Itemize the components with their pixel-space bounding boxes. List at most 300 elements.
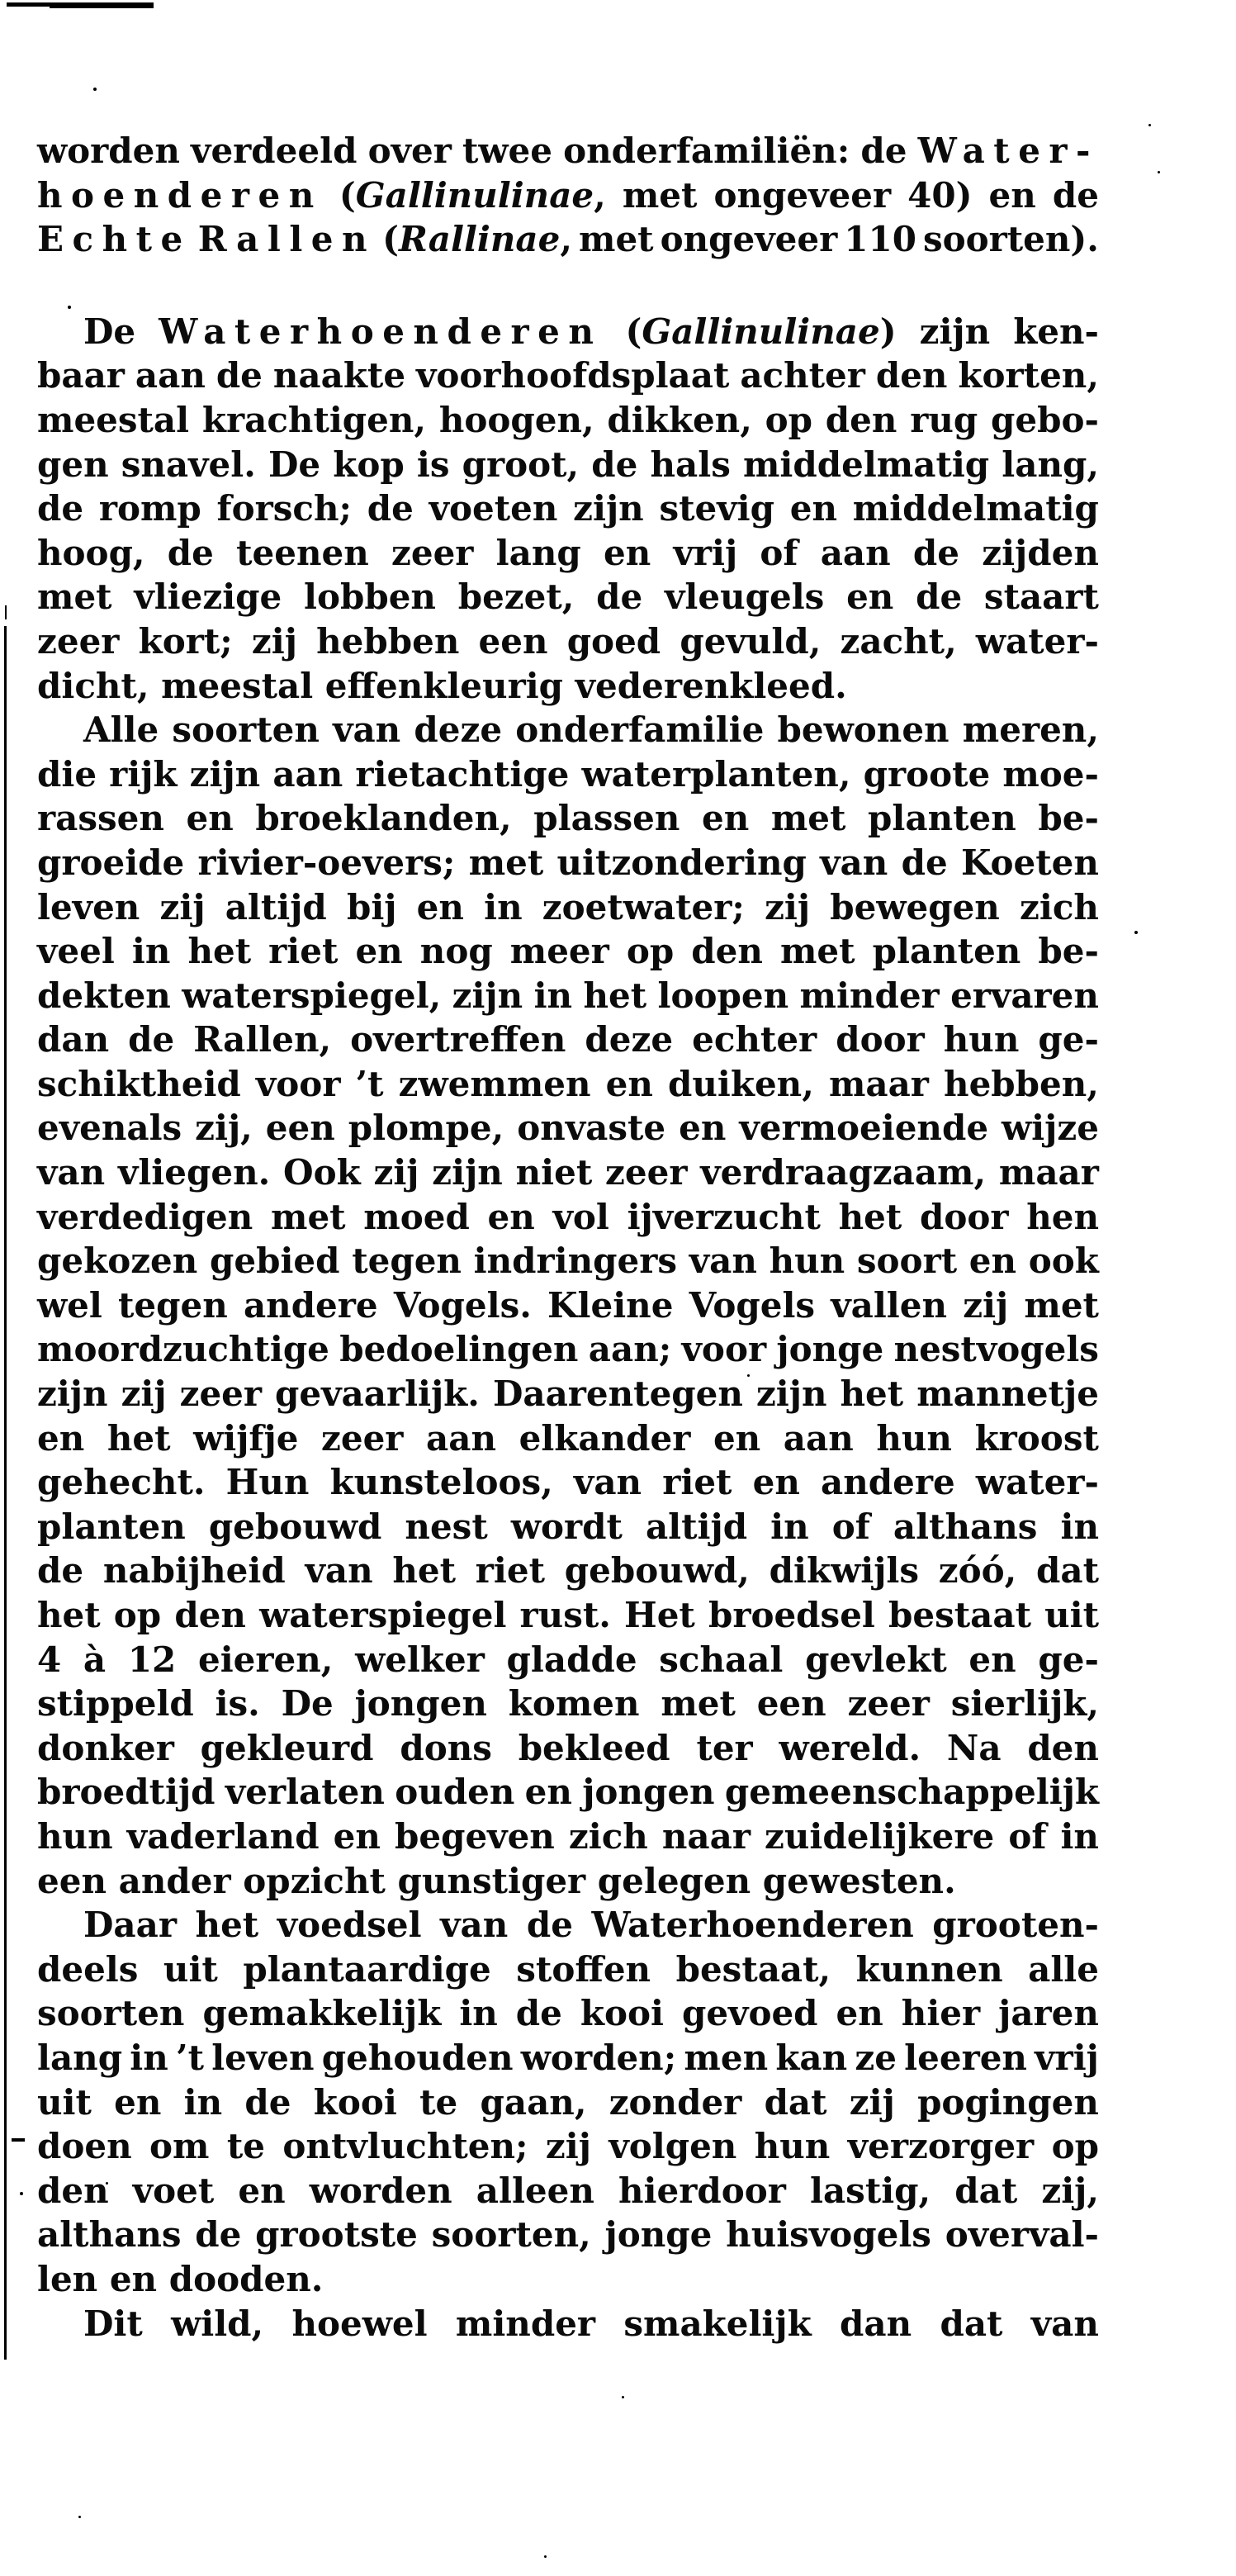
word: een <box>478 620 548 662</box>
word: kop <box>333 444 405 485</box>
word: 12 <box>127 1639 177 1680</box>
text-line <box>37 1372 1099 1416</box>
word: zeer <box>179 1373 263 1415</box>
word: gevoed <box>681 1993 818 2034</box>
text-line <box>37 1991 1099 2036</box>
word: middelmatig <box>852 488 1099 529</box>
word: goed <box>566 620 661 662</box>
word: zich <box>568 1815 648 1857</box>
word: gehecht. <box>37 1462 206 1503</box>
word: plompe, <box>348 1108 504 1149</box>
word: en <box>679 1108 727 1149</box>
word: dikken, <box>607 399 752 440</box>
word: vliezige <box>134 576 282 618</box>
word: het <box>392 1550 457 1592</box>
text-line <box>37 1947 1099 1992</box>
word: op <box>626 931 675 972</box>
word: wild, <box>171 2303 264 2344</box>
word: en <box>713 1417 761 1459</box>
text-line <box>37 1682 1099 1726</box>
word: vermoeiende <box>739 1108 989 1149</box>
text-line <box>37 1150 1099 1195</box>
text-line <box>37 1062 1099 1107</box>
word: den <box>825 399 897 440</box>
word: broeklanden, <box>255 798 512 839</box>
text-line <box>37 575 1099 619</box>
word: zeer <box>605 1152 688 1193</box>
text-line <box>37 173 1099 218</box>
word: dekten <box>37 975 171 1016</box>
word: op <box>1051 2126 1099 2167</box>
word: dat <box>764 2081 827 2123</box>
word: andere <box>821 1462 955 1503</box>
scan-artifact-left-dash <box>5 605 7 619</box>
word: loopen <box>657 975 789 1016</box>
word: uit <box>37 2081 92 2123</box>
word: leven <box>211 2037 315 2078</box>
scan-speck <box>20 2192 23 2195</box>
word: De <box>281 1683 334 1724</box>
word: zijn <box>189 753 261 795</box>
word: gemakkelijk <box>202 1993 442 2034</box>
word: hoewel <box>291 2303 428 2344</box>
word: zwemmen <box>398 1063 591 1104</box>
word: Daarentegen <box>492 1373 743 1415</box>
word: zich <box>1020 886 1099 927</box>
word: snavel. <box>121 444 256 485</box>
word: uit <box>1044 1595 1099 1635</box>
text-line <box>37 1638 1099 1682</box>
text-line <box>37 486 1099 531</box>
word: hebben <box>316 620 460 662</box>
word: naar <box>661 1815 751 1857</box>
word: vaderland <box>126 1815 320 1857</box>
word: broedtijd <box>37 1772 215 1813</box>
scan-speck <box>78 2516 81 2518</box>
word: het <box>583 975 647 1016</box>
word: echter <box>692 1019 817 1060</box>
word: bestaat <box>888 1595 1031 1635</box>
word: wereld. <box>779 1727 921 1768</box>
word: soorten <box>172 709 320 751</box>
word: een <box>756 1683 826 1724</box>
word: of <box>760 532 798 573</box>
word: Ook <box>283 1152 361 1193</box>
word: van <box>573 1462 642 1503</box>
word: elkander <box>519 1417 691 1459</box>
word: rug <box>910 399 978 440</box>
word: grooten- <box>932 1905 1099 1946</box>
word: worden; <box>520 2037 677 2078</box>
word: een <box>265 1108 335 1149</box>
word: met <box>271 1196 346 1237</box>
word: overval- <box>945 2214 1099 2256</box>
word: van <box>820 842 888 883</box>
word: met <box>37 576 112 618</box>
word: de <box>526 1905 573 1946</box>
word: andere <box>243 1284 378 1326</box>
word: duiken, <box>668 1063 814 1104</box>
word: hierdoor <box>618 2170 786 2211</box>
word: pogingen <box>917 2081 1099 2123</box>
word: hoenderen <box>37 174 323 216</box>
word: planten <box>37 1506 186 1547</box>
text-line <box>37 1460 1099 1505</box>
text-line <box>37 1195 1099 1240</box>
word: riet <box>662 1462 732 1503</box>
word: tegen <box>118 1284 228 1326</box>
word: 110 <box>844 219 916 260</box>
word: Rallen <box>197 219 376 260</box>
word: in <box>484 886 523 927</box>
word: aan <box>426 1417 496 1459</box>
text-line <box>37 841 1099 885</box>
word: is. <box>215 1683 260 1724</box>
word: worden <box>37 130 180 171</box>
word: plantaardige <box>243 1948 491 1990</box>
word: gemeenschappelijk <box>724 1772 1099 1813</box>
word: Echte <box>37 219 192 260</box>
word: ontvluchten; <box>282 2126 528 2167</box>
word: nog <box>419 931 493 972</box>
text-line <box>37 796 1099 841</box>
word: door <box>836 1019 925 1060</box>
word: korten, <box>958 355 1099 396</box>
word: tegen <box>352 1241 462 1282</box>
word: zeer <box>391 532 474 573</box>
word: zóó, <box>938 1550 1017 1592</box>
paragraph <box>37 310 1099 708</box>
word: schiktheid <box>37 1063 241 1104</box>
word: ervaren <box>950 975 1099 1016</box>
word: wel <box>37 1284 102 1326</box>
word: kunsteloos, <box>329 1462 553 1503</box>
word: de <box>215 355 263 396</box>
word: met <box>1024 1284 1099 1326</box>
word: alle <box>1028 1948 1099 1990</box>
word: hun <box>769 1241 845 1282</box>
word: De <box>268 444 321 485</box>
word: den <box>691 931 763 972</box>
word: soorten, <box>431 2214 591 2256</box>
word: voor <box>681 1329 767 1370</box>
word: groeide <box>37 842 185 883</box>
word: den <box>875 355 948 396</box>
word: zeer <box>847 1683 930 1724</box>
text-line <box>37 2036 1099 2080</box>
word: hun <box>876 1417 952 1459</box>
word: uit <box>163 1948 218 1990</box>
word: moordzuchtige <box>37 1329 329 1370</box>
word: soorten <box>37 1993 185 2034</box>
word: gen <box>37 444 109 485</box>
text-line <box>37 353 1099 398</box>
word: te <box>419 2081 458 2123</box>
word: teenen <box>236 532 369 573</box>
word: jongen <box>354 1683 487 1724</box>
word: rietachtige <box>355 753 570 795</box>
word: lang <box>495 532 581 573</box>
text-line <box>37 1903 1099 1947</box>
word: kunnen <box>855 1948 1003 1990</box>
word: gekleurd <box>200 1727 374 1768</box>
word: hier <box>901 1993 981 2034</box>
word: dons <box>400 1727 492 1768</box>
word: hebben, <box>944 1063 1099 1104</box>
text-line <box>37 1726 1099 1771</box>
word: doen <box>37 2126 132 2167</box>
word: den <box>1027 1727 1099 1768</box>
word: jonge <box>604 2214 713 2256</box>
word: hals <box>650 444 731 485</box>
word: en <box>603 532 651 573</box>
word: de <box>596 576 643 618</box>
word: zijn <box>432 1152 503 1193</box>
word: welker <box>355 1639 485 1680</box>
word: Vogels. <box>393 1284 532 1326</box>
paragraph <box>37 1903 1099 2301</box>
text-line <box>37 129 1099 173</box>
word: zijden <box>982 532 1099 573</box>
word: met <box>468 842 544 883</box>
word: over <box>367 130 452 171</box>
word: romp <box>98 488 201 529</box>
word: meestal <box>37 399 190 440</box>
word: gekozen <box>37 1241 198 1282</box>
word: hoog, <box>37 532 145 573</box>
word: (Gallinulinae, <box>339 174 606 216</box>
word: en <box>846 576 894 618</box>
text-line <box>37 2302 1099 2346</box>
word: kan <box>775 2037 848 2078</box>
word: en <box>333 1815 381 1857</box>
word: men <box>684 2037 769 2078</box>
text-line <box>37 2213 1099 2257</box>
word: smakelijk <box>623 2303 812 2344</box>
scan-speck <box>544 2555 547 2558</box>
word: gebied <box>210 1241 340 1282</box>
word: nestvogels <box>893 1329 1099 1370</box>
word: groote <box>863 753 991 795</box>
word: van <box>1030 2303 1099 2344</box>
word: hun <box>754 2126 831 2167</box>
text-line <box>37 974 1099 1018</box>
word: althans <box>893 1506 1038 1547</box>
word: worden <box>309 2170 452 2211</box>
word: mannetje <box>916 1373 1099 1415</box>
word: door <box>919 1196 1009 1237</box>
word: riet <box>268 931 339 972</box>
text-line <box>37 1106 1099 1150</box>
word: Dit <box>83 2303 143 2344</box>
word: voedsel <box>277 1905 422 1946</box>
scan-speck <box>93 88 97 91</box>
word: stippeld <box>37 1683 194 1724</box>
word: aan <box>135 355 206 396</box>
word: jongen <box>582 1772 715 1813</box>
word: uitzondering <box>556 842 807 883</box>
word: groot, <box>462 444 580 485</box>
word: zij, <box>1041 2170 1099 2211</box>
word: Hun <box>225 1462 310 1503</box>
word: forsch; <box>216 488 353 529</box>
word: baar <box>37 355 125 396</box>
word: hen <box>1026 1196 1099 1237</box>
word: Koeten <box>960 842 1099 883</box>
word: dan <box>840 2303 912 2344</box>
word: in <box>459 1993 498 2034</box>
word: de <box>901 842 948 883</box>
word: kroost <box>974 1417 1099 1459</box>
word: de <box>37 1550 84 1592</box>
word: soort <box>856 1241 958 1282</box>
word: niet <box>515 1152 593 1193</box>
word: gladde <box>506 1639 637 1680</box>
word: met <box>779 931 855 972</box>
word: rivier-oevers; <box>197 842 456 883</box>
word: en <box>114 2081 162 2123</box>
word: meren, <box>962 709 1099 751</box>
word: komen <box>508 1683 640 1724</box>
word: gebouwd, <box>564 1550 750 1592</box>
text-line <box>37 443 1099 487</box>
word: staart <box>983 576 1099 618</box>
paragraph <box>37 708 1099 1903</box>
word: Water- <box>917 130 1099 171</box>
word: die <box>37 753 97 795</box>
text-line: len en dooden. <box>37 2258 324 2299</box>
scan-speck <box>1158 171 1160 173</box>
word: à <box>83 1639 107 1680</box>
word: de <box>916 576 963 618</box>
word: den <box>37 2170 109 2211</box>
word: broedsel <box>708 1595 875 1635</box>
word: zonder <box>609 2081 742 2123</box>
word: zij <box>849 2081 895 2123</box>
word: maar <box>828 1063 929 1104</box>
word: ter <box>696 1727 753 1768</box>
word: schaal <box>659 1639 784 1680</box>
word: zeer <box>37 620 120 662</box>
word: stoffen <box>516 1948 651 1990</box>
text-line <box>37 2169 1099 2213</box>
word: de <box>37 488 84 529</box>
text-line <box>37 1018 1099 1062</box>
word: ze <box>855 2037 897 2078</box>
word: water- <box>975 1462 1099 1503</box>
word: althans <box>37 2214 182 2256</box>
word: vol <box>552 1196 609 1237</box>
word: krachtigen, <box>201 399 427 440</box>
word: met <box>661 1683 736 1724</box>
word: kort; <box>138 620 233 662</box>
word: en <box>836 1993 883 2034</box>
word: ’t <box>175 2037 205 2078</box>
word: maar <box>998 1152 1099 1193</box>
word: bezet, <box>457 576 575 618</box>
word: altijd <box>645 1506 748 1547</box>
word: ook <box>1028 1241 1099 1282</box>
word: ’t <box>355 1063 384 1104</box>
word: middelmatig <box>742 444 990 485</box>
word: volgen <box>609 2126 737 2167</box>
word: vallen <box>831 1284 948 1326</box>
word: in <box>1060 1815 1099 1857</box>
word: van <box>37 1152 106 1193</box>
word: hun <box>37 1815 113 1857</box>
page-text <box>37 129 1099 2346</box>
word: 40) <box>907 174 973 216</box>
scan-speck <box>1134 931 1138 934</box>
word: het <box>37 1595 101 1635</box>
word: van <box>333 709 401 751</box>
word: onvaste <box>517 1108 666 1149</box>
text-line: dicht, meestal effenkleurig vederenkleed. <box>37 665 847 706</box>
word: verdedigen <box>37 1196 253 1237</box>
word: de <box>591 444 638 485</box>
word: en <box>968 1241 1017 1282</box>
word: en <box>605 1063 653 1104</box>
word: nest <box>405 1506 488 1547</box>
word: in <box>183 2081 223 2123</box>
word: bedoelingen <box>339 1329 579 1370</box>
text-line <box>37 752 1099 797</box>
word: bewegen <box>830 886 1000 927</box>
word: planten <box>872 931 1021 972</box>
word: wijfje <box>193 1417 299 1459</box>
word: riet <box>475 1550 545 1592</box>
word: vrij <box>673 532 738 573</box>
word: moed <box>363 1196 470 1237</box>
word: zeer <box>321 1417 404 1459</box>
word: in <box>1060 1506 1099 1547</box>
scan-artifact-top-smudge-thin <box>50 7 154 8</box>
word: deze <box>414 709 503 751</box>
word: verlaten <box>225 1772 385 1813</box>
word: stevig <box>659 488 774 529</box>
word: Waterhoenderen <box>591 1905 914 1946</box>
word: te <box>226 2126 266 2167</box>
word: dat <box>1036 1550 1099 1592</box>
text-line <box>37 1770 1099 1815</box>
word: en <box>701 798 750 839</box>
word: leven <box>37 886 140 927</box>
word: de <box>128 1019 175 1060</box>
word: zij <box>963 1284 1009 1326</box>
text-line: een ander opzicht gunstiger gelegen gewesten. <box>37 1860 956 1901</box>
word: kooi <box>313 2081 397 2123</box>
word: kooi <box>580 1993 664 2034</box>
word: met <box>622 174 698 216</box>
word: lang <box>37 2037 123 2078</box>
word: zacht, <box>840 620 957 662</box>
word: bestaat, <box>675 1948 831 1990</box>
word: gevlekt <box>805 1639 947 1680</box>
text-line <box>37 708 1099 752</box>
word: Daar <box>83 1905 177 1946</box>
word: bewonen <box>777 709 949 751</box>
word: in <box>533 975 573 1016</box>
word: minder <box>799 975 940 1016</box>
word: gehouden <box>321 2037 514 2078</box>
word: waterspiegel <box>259 1595 507 1635</box>
word: De <box>83 311 136 352</box>
word: zij <box>159 886 206 927</box>
word: bekleed <box>518 1727 670 1768</box>
word: ouden <box>395 1772 515 1813</box>
word: (Gallinulinae) <box>625 311 897 352</box>
text-line <box>37 1505 1099 1549</box>
